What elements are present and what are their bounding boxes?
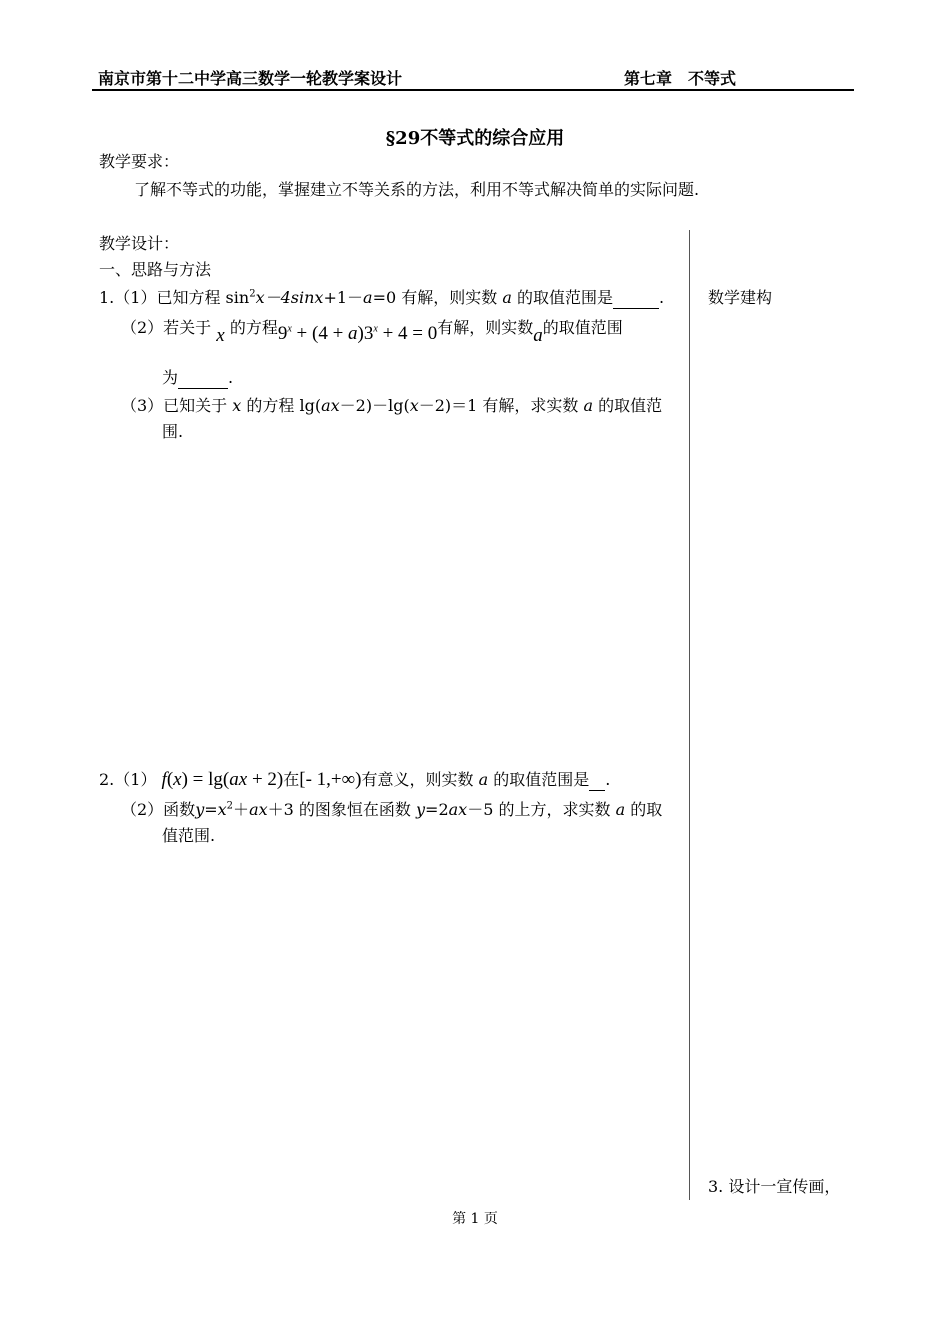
requirements-text: 了解不等式的功能，掌握建立不等关系的方法，利用不等式解决简单的实际问题. [134, 180, 700, 199]
design-label: 教学设计： [99, 234, 180, 253]
section-heading: 一、思路与方法 [99, 260, 212, 279]
page-number: 第 1 页 [452, 1211, 498, 1227]
header-rule [92, 89, 854, 91]
q2-number: 2.（1） [99, 770, 157, 789]
q1-part2: （2）若关于 x 的方程$9^x + (4 + a)3^x + 4 = 0$有解，则实数a的取值范围 [121, 318, 623, 346]
q1-part3: （3）已知关于 x 的方程 lg(ax－2)－lg(x－2)＝1 有解，求实数 a 的取值范 [121, 396, 663, 415]
sidebar-label-modeling: 数学建构 [708, 288, 773, 307]
q2-part2-line2: 值范围. [162, 826, 216, 845]
sidebar-label-poster: 3. 设计一宣传画， [708, 1177, 841, 1196]
answer-blank [613, 288, 659, 309]
interval: [- 1,+∞) [299, 769, 362, 790]
header-left: 南京市第十二中学高三数学一轮教学案设计 [98, 69, 403, 88]
function-expression: f(x) = lg(ax + 2) [161, 769, 284, 790]
q1-part1: 1.（1）已知方程 $\sin^2x-4\sin x+1-a=0$ 有解，则实数 a 的取值范围是 . [99, 288, 665, 307]
page-title: §29不等式的综合应用 [385, 128, 565, 149]
q2-part1: 2.（1） f(x) = lg(ax + 2)在[- 1,+∞)有意义，则实数 a 的取值范围是 . [99, 769, 611, 790]
column-divider [689, 230, 690, 1200]
header-right: 第七章 不等式 [624, 69, 737, 88]
q2-part2: （2）函数$y=x^2+ax+3$ 的图象恒在函数 y=2ax－5 的上方，求实数 a 的取 [121, 800, 663, 819]
q1-part2-line2: 为 . [162, 368, 234, 387]
requirements-label: 教学要求： [99, 152, 180, 171]
equation: $9^x + (4 + a)3^x + 4 = 0$ [277, 323, 438, 344]
answer-blank [589, 770, 605, 791]
answer-blank [178, 368, 228, 389]
q1-part3-line2: 围. [162, 422, 184, 441]
q1-number: 1.（1） [99, 288, 157, 307]
